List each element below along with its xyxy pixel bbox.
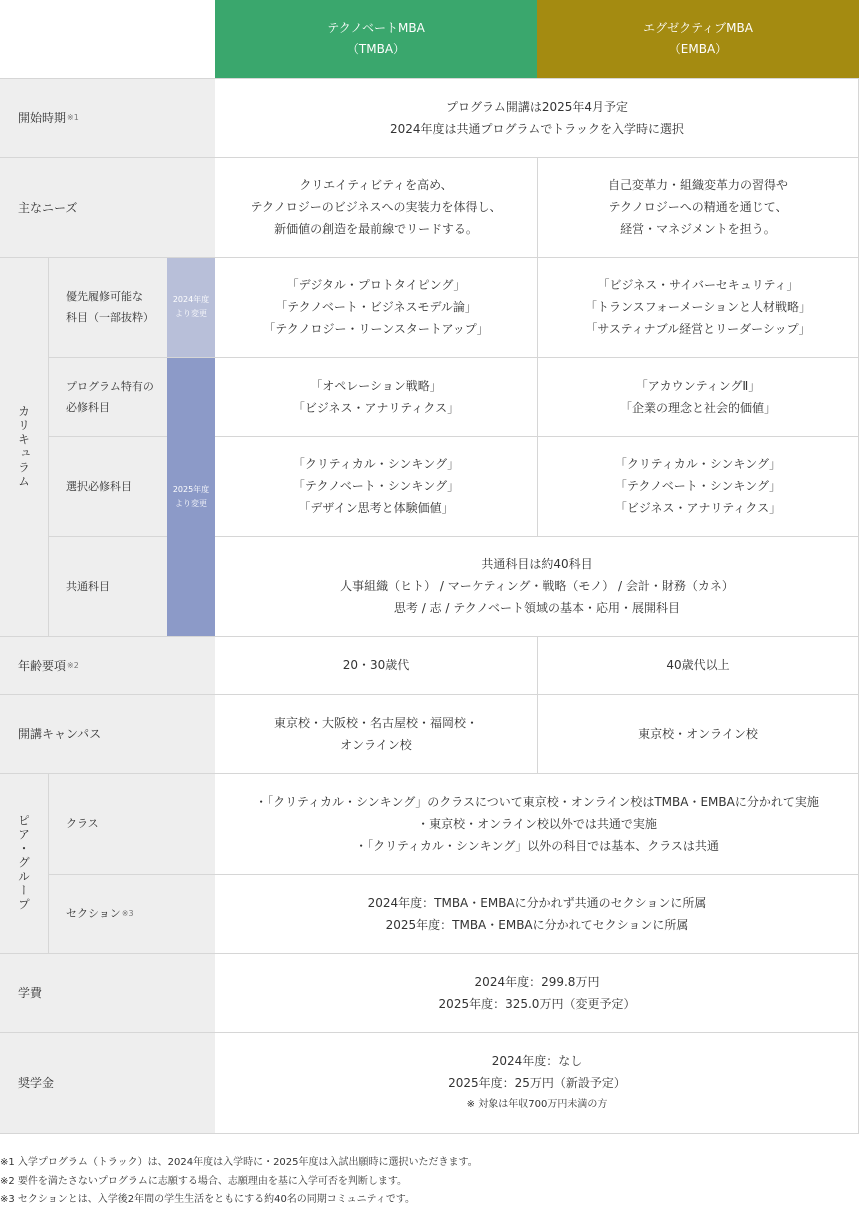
scholarship-note: ※ 対象は年収700万円未満の方 [466, 1098, 608, 1110]
start-mark: ※1 [67, 113, 79, 122]
elective-label: 選択必修科目 [66, 479, 132, 493]
start-label-cell [0, 78, 215, 157]
row-divider [0, 78, 859, 79]
fee-label-cell [0, 953, 215, 1032]
class-line: ・「クリティカル・シンキング」以外の科目では基本、クラスは共通 [355, 838, 719, 853]
common-line: 人事組織（ヒト） / マーケティング・戦略（モノ） / 会計・財務（カネ） [340, 579, 734, 593]
required-label-cell [48, 357, 167, 436]
needs-label-cell [0, 157, 215, 257]
fee-line: 2025年度：325.0万円（変更予定） [438, 996, 636, 1011]
needs-emba-line: テクノロジーへの精通を通じて、 [608, 200, 788, 214]
age-label-cell [0, 636, 215, 694]
section-value [215, 874, 859, 953]
badge-2024-line: より変更 [174, 309, 207, 318]
badge-2025-line: 2025年度 [172, 484, 210, 494]
start-value [215, 78, 859, 157]
curriculum-label: カリキュラム [16, 404, 31, 489]
emba-header-abbr: （EMBA） [668, 42, 728, 56]
required-tmba [215, 357, 537, 436]
tmba-header-name: テクノベートMBA [327, 21, 425, 35]
row-divider [0, 953, 859, 954]
fee-label: 学費 [18, 986, 43, 1000]
priority-emba-line: 「トランスフォーメーションと人材戦略」 [585, 300, 811, 314]
tmba-header [215, 0, 537, 78]
class-line: ・「クリティカル・シンキング」のクラスについて東京校・オンライン校はTMBA・EMBAに分かれて実施 [255, 794, 819, 809]
age-tmba [215, 636, 537, 694]
priority-label-line: 優先履修可能な [66, 290, 143, 303]
column-divider [48, 773, 49, 953]
common-label-cell [48, 536, 167, 636]
class-value [215, 773, 859, 874]
row-divider [48, 357, 859, 358]
section-line: 2024年度：TMBA・EMBAに分かれず共通のセクションに所属 [367, 895, 707, 910]
needs-emba-line: 経営・マネジメントを担う。 [620, 222, 776, 236]
required-label-line: プログラム特有の [66, 379, 154, 393]
badge-2025-line: より変更 [174, 498, 207, 508]
row-divider [0, 773, 859, 774]
footnote-3: ※3 セクションとは、入学後2年間の学生生活をともにする約40名の同期コミュニティです。 [0, 1194, 416, 1205]
row-divider [0, 1133, 859, 1134]
needs-tmba [215, 157, 537, 257]
needs-emba [537, 157, 859, 257]
scholarship-label: 奨学金 [18, 1076, 55, 1090]
scholarship-value [215, 1032, 859, 1133]
peer-label: ピア・グループ [16, 814, 31, 912]
needs-label: 主なニーズ [18, 200, 78, 215]
campus-tmba-line: オンライン校 [340, 737, 412, 752]
section-mark: ※3 [121, 909, 134, 918]
elective-tmba [215, 436, 537, 536]
class-line: ・東京校・オンライン校以外では共通で実施 [417, 816, 657, 831]
common-line: 共通科目は約40科目 [481, 557, 593, 571]
required-tmba-line: 「ビジネス・アナリティクス」 [292, 400, 460, 415]
age-mark: ※2 [67, 660, 79, 670]
priority-label-cell [48, 257, 167, 357]
badge-2024 [167, 257, 215, 357]
start-line: 2024年度は共通プログラムでトラックを入学時に選択 [390, 121, 684, 136]
campus-label: 開講キャンパス [18, 727, 102, 741]
needs-tmba-line: 新価値の創造を最前線でリードする。 [274, 222, 478, 236]
start-label: 開始時期 [18, 111, 67, 125]
fee-value [215, 953, 859, 1032]
campus-label-cell [0, 694, 215, 773]
scholarship-line: 2024年度：なし [491, 1053, 583, 1068]
class-label-cell [48, 773, 215, 874]
elective-emba-line: 「テクノベート・シンキング」 [614, 479, 782, 493]
row-divider [48, 436, 167, 437]
campus-emba [537, 694, 859, 773]
elective-tmba-line: 「デザイン思考と体験価値」 [298, 501, 454, 515]
footnote-1: ※1 入学プログラム（トラック）は、2024年度は入学時に・2025年度は入試出願時に選択いただきます。 [0, 1157, 478, 1168]
scholarship-line: 2025年度：25万円（新設予定） [448, 1075, 626, 1090]
column-divider [537, 636, 538, 773]
row-divider [0, 636, 859, 637]
campus-tmba [215, 694, 537, 773]
common-value [215, 536, 859, 636]
emba-header-name: エグゼクティブMBA [643, 21, 753, 35]
row-divider [48, 536, 167, 537]
elective-tmba-line: 「クリティカル・シンキング」 [292, 457, 460, 471]
priority-tmba-line: 「テクノロジー・リーンスタートアップ」 [263, 322, 489, 336]
section-label-cell [48, 874, 215, 953]
badge-2024-line: 2024年度 [172, 295, 210, 304]
needs-emba-line: 自己変革力・組織変革力の習得や [607, 178, 788, 192]
needs-tmba-line: テクノロジーのビジネスへの実装力を体得し、 [250, 200, 502, 214]
priority-tmba-line: 「テクノベート・ビジネスモデル論」 [275, 300, 477, 314]
required-tmba-line: 「オペレーション戦略」 [310, 378, 442, 393]
priority-emba-line: 「サスティナブル経営とリーダーシップ」 [585, 322, 811, 336]
section-label: セクション [66, 907, 121, 920]
age-emba-value: 40歳代以上 [666, 658, 730, 672]
column-divider [858, 78, 859, 1133]
row-divider [0, 1032, 859, 1033]
priority-tmba-line: 「デジタル・プロトタイピング」 [286, 278, 466, 292]
emba-header [537, 0, 859, 78]
start-line: プログラム開講は2025年4月予定 [445, 99, 629, 114]
row-divider [48, 874, 859, 875]
priority-tmba [215, 257, 537, 357]
age-emba [537, 636, 859, 694]
elective-emba-line: 「ビジネス・アナリティクス」 [614, 501, 782, 515]
row-divider [215, 536, 859, 537]
elective-label-cell [48, 436, 167, 536]
age-label: 年齢要項 [18, 658, 67, 673]
elective-emba [537, 436, 859, 536]
required-emba-line: 「アカウンティングⅡ」 [635, 378, 761, 393]
peer-label-cell [0, 773, 48, 953]
elective-tmba-line: 「テクノベート・シンキング」 [292, 479, 460, 493]
campus-tmba-line: 東京校・大阪校・名古屋校・福岡校・ [273, 715, 478, 730]
tmba-header-abbr: （TMBA） [346, 42, 406, 56]
column-divider [537, 157, 538, 536]
common-label: 共通科目 [66, 579, 110, 593]
common-line: 思考 / 志 / テクノベート領域の基本・応用・展開科目 [393, 601, 681, 615]
required-emba-line: 「企業の理念と社会的価値」 [619, 400, 776, 415]
priority-label-line: 科目（一部抜粋） [66, 311, 154, 324]
footnote-2: ※2 要件を満たさないプログラムに志願する場合、志願理由を基に入学可否を判断します。 [0, 1176, 408, 1187]
campus-emba-value: 東京校・オンライン校 [638, 726, 758, 741]
priority-emba [537, 257, 859, 357]
row-divider [0, 157, 859, 158]
class-label: クラス [66, 817, 99, 830]
required-label-line: 必修科目 [66, 400, 110, 414]
row-divider [0, 257, 859, 258]
elective-emba-line: 「クリティカル・シンキング」 [614, 457, 782, 471]
fee-line: 2024年度：299.8万円 [474, 974, 600, 989]
row-divider [0, 694, 859, 695]
section-line: 2025年度：TMBA・EMBAに分かれてセクションに所属 [385, 917, 689, 932]
age-tmba-value: 20・30歳代 [342, 658, 410, 672]
curriculum-label-cell [0, 257, 48, 636]
needs-tmba-line: クリエイティビティを高め、 [299, 178, 453, 192]
scholarship-label-cell [0, 1032, 215, 1133]
required-emba [537, 357, 859, 436]
column-divider [48, 257, 49, 636]
badge-2025 [167, 357, 215, 636]
priority-emba-line: 「ビジネス・サイバーセキュリティ」 [597, 278, 799, 292]
